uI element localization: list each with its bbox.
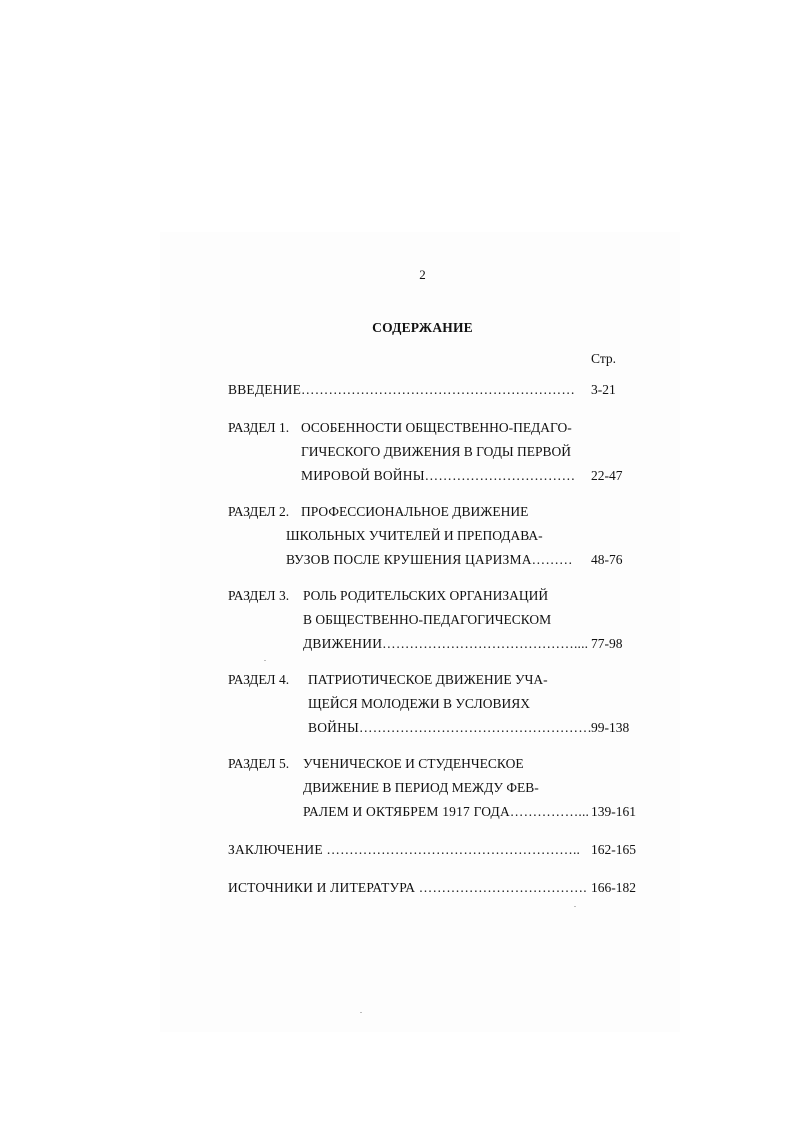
toc-entry-line: ВУЗОВ ПОСЛЕ КРУШЕНИЯ ЦАРИЗМА……… [286,552,573,567]
toc-entry-pages: 99-138 [591,720,630,735]
toc-entry-line: ДВИЖЕНИИ…………………………………….... [303,636,589,651]
scan-speck [574,906,576,907]
toc-entry-title: ИСТОЧНИКИ И ЛИТЕРАТУРА ………………………………. [228,880,587,895]
toc-entry-label: РАЗДЕЛ 2. [228,504,290,519]
toc-entry-line: ГИЧЕСКОГО ДВИЖЕНИЯ В ГОДЫ ПЕРВОЙ [301,444,572,459]
toc-entry-line: ПАТРИОТИЧЕСКОЕ ДВИЖЕНИЕ УЧА- [308,672,548,687]
pages-column-header: Стр. [591,351,617,366]
toc-entry-line: ПРОФЕССИОНАЛЬНОЕ ДВИЖЕНИЕ [301,504,529,519]
toc-entry-pages: 139-161 [591,804,636,819]
toc-entry-pages: 77-98 [591,636,623,651]
toc-entry-label: РАЗДЕЛ 5. [228,756,290,771]
toc-entry-line: В ОБЩЕСТВЕННО-ПЕДАГОГИЧЕСКОМ [303,612,552,627]
toc-entry-line: ЩЕЙСЯ МОЛОДЕЖИ В УСЛОВИЯХ [308,696,531,711]
toc-entry-line: ОСОБЕННОСТИ ОБЩЕСТВЕННО-ПЕДАГО- [301,420,572,435]
toc-entry-line: ШКОЛЬНЫХ УЧИТЕЛЕЙ И ПРЕПОДАВА- [286,528,543,543]
toc-entry-line: РАЛЕМ И ОКТЯБРЕМ 1917 ГОДА……………... [303,804,590,819]
toc-entry-pages: 166-182 [591,880,636,895]
toc-entry-line: УЧЕНИЧЕСКОЕ И СТУДЕНЧЕСКОЕ [303,756,524,771]
scan-speck [360,1012,362,1013]
toc-entry-pages: 22-47 [591,468,623,483]
toc-entry-line: МИРОВОЙ ВОЙНЫ…………………………… [301,468,576,483]
toc-entry-pages: 48-76 [591,552,623,567]
page-number: 2 [419,267,426,282]
toc-entry-label: РАЗДЕЛ 4. [228,672,290,687]
toc-entry-label: РАЗДЕЛ 3. [228,588,290,603]
toc-entry-line: ВОЙНЫ…………………………………………… [308,720,592,735]
scan-speck [264,660,266,661]
toc-entry-title: ВВЕДЕНИЕ…………………………………………………… [228,382,576,397]
toc-entry-title: ЗАКЛЮЧЕНИЕ ……………………………………………….. [228,842,581,857]
toc-entry-line: РОЛЬ РОДИТЕЛЬСКИХ ОРГАНИЗАЦИЙ [303,588,549,603]
toc-entry-line: ДВИЖЕНИЕ В ПЕРИОД МЕЖДУ ФЕВ- [303,780,539,795]
page-title: СОДЕРЖАНИЕ [372,320,473,335]
toc-entry-pages: 3-21 [591,382,616,397]
toc-entry-label: РАЗДЕЛ 1. [228,420,290,435]
toc-entry-pages: 162-165 [591,842,636,857]
